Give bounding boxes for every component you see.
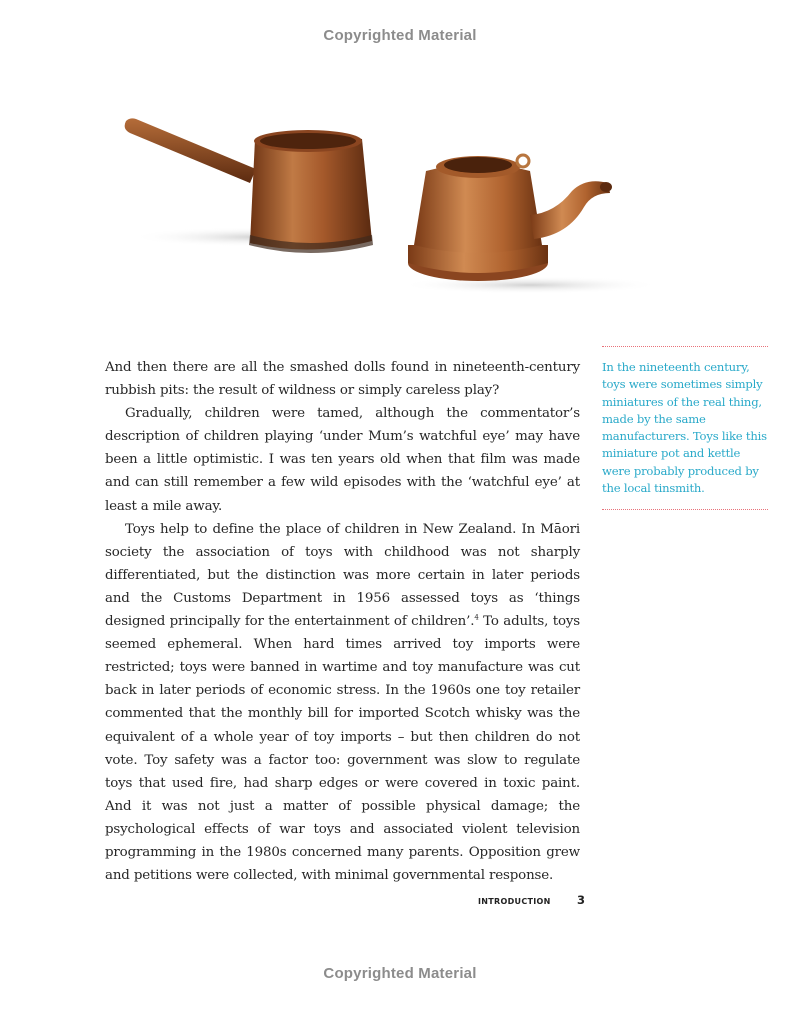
copyright-watermark-bottom: Copyrighted Material [323,965,477,982]
footnote-marker[interactable]: 4 [474,613,479,622]
sidebar-caption-box [602,346,768,510]
body-text [105,356,580,887]
paragraph-3 [105,518,580,888]
miniature-pot-and-kettle-photo [110,95,670,315]
paragraph-3-text-after: To adults, toys seemed ephemeral. When hard times arrived toy imports were restricted; toys were banned in wartime and toy manufacture was cut back in later periods of economic stress. In the 1960s one toy retailer commented that the monthly bill for imported Scotch whisky was the equivalent of a whole year of toy imports – but then children do not vote. Toy safety was a factor too: government was slow to regulate toys that used fire, had sharp edges or were covered in toxic paint. And it was not just a matter of possible physical damage; the psychological effects of war toys and associated violent television programming in the 1980s concerned many parents. Opposition grew and petitions were collected, with minimal governmental response. [105,614,580,884]
sidebar-caption: In the nineteenth century, toys were sometimes simply miniatures of the real thing, made by the same manufacturers. Toys like this miniature pot and kettle were probably produced by the local tinsmith. [602,360,767,496]
section-name: introduction [478,893,551,907]
running-footer [478,893,585,907]
page-number: 3 [576,893,586,907]
copyright-watermark-top: Copyrighted Material [323,27,477,44]
paragraph-3-text-before: Toys help to define the place of children in New Zealand. In Māori society the association of toys with childhood was not sharply differentiated, but the distinction was more certain in later periods and the Customs Department in 1956 assessed toys as ‘things designed principally for the entertainment of children’. [105,521,580,630]
paragraph-1: And then there are all the smashed dolls found in nineteenth-century rubbish pits: the result of wildness or simply careless play? [105,360,580,399]
paragraph-2: Gradually, children were tamed, although the commentator’s description of children playing ‘under Mum’s watchful eye’ may have been a little optimistic. I was ten years old when that film was made and can still remember a few wild episodes with the ‘watchful eye’ at least a mile away. [105,406,580,514]
